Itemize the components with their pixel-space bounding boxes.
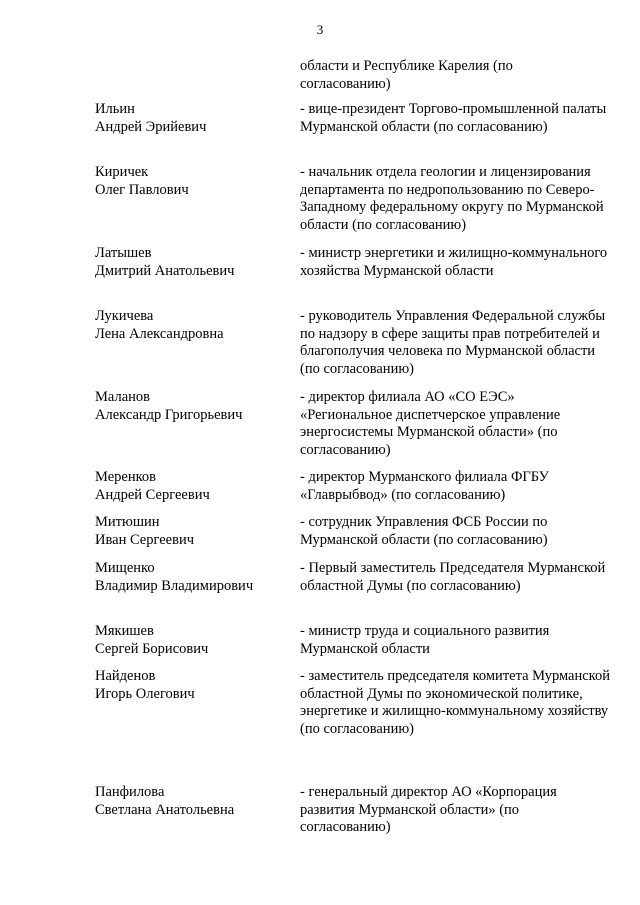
- member-role: - Первый заместитель Председателя Мурманской областной Думы (по согласованию): [300, 560, 606, 594]
- member-role: - сотрудник Управления ФСБ России по Мурманской области (по согласованию): [300, 514, 548, 548]
- member-surname: Панфилова: [95, 784, 165, 800]
- member-surname: Киричек: [95, 164, 149, 180]
- member-surname: Лукичева: [95, 308, 154, 324]
- member-given-name: Светлана Анатольевна: [95, 801, 235, 818]
- member-surname: Латышев: [95, 245, 152, 261]
- member-name: [95, 514, 295, 549]
- member-surname: Меренков: [95, 469, 156, 485]
- member-name: [95, 164, 295, 199]
- member-role: - вице-президент Торгово-промышленной палаты Мурманской области (по согласованию): [300, 101, 607, 135]
- member-given-name: Андрей Сергеевич: [95, 486, 210, 503]
- member-surname: Ильин: [95, 101, 135, 117]
- member-name: [95, 101, 295, 136]
- member-name: [95, 784, 295, 819]
- member-surname: Маланов: [95, 389, 150, 405]
- member-given-name: Лена Александровна: [95, 325, 224, 342]
- member-given-name: Владимир Владимирович: [95, 577, 254, 594]
- member-role: - министр энергетики и жилищно-коммунального хозяйства Мурманской области: [300, 245, 608, 279]
- member-role: - директор Мурманского филиала ФГБУ «Главрыбвод» (по согласованию): [300, 469, 549, 503]
- member-given-name: Дмитрий Анатольевич: [95, 262, 235, 279]
- member-role: - руководитель Управления Федеральной службы по надзору в сфере защиты прав потребителей и благополучия человека по Мурманской области (по согласованию): [300, 308, 606, 377]
- member-given-name: Александр Григорьевич: [95, 406, 243, 423]
- member-role: - начальник отдела геологии и лицензирования департамента по недропользованию по Северо-Западному федеральному округу по Мурманской области (по согласованию): [300, 164, 604, 233]
- member-surname: Мищенко: [95, 560, 155, 576]
- member-given-name: Иван Сергеевич: [95, 531, 195, 548]
- member-given-name: Игорь Олегович: [95, 685, 195, 702]
- member-role: - генеральный директор АО «Корпорация развития Мурманской области» (по согласованию): [300, 784, 557, 835]
- member-given-name: Андрей Эрийевич: [95, 118, 207, 135]
- member-given-name: Сергей Борисович: [95, 640, 209, 657]
- member-name: [95, 469, 295, 504]
- member-name: [95, 623, 295, 658]
- member-surname: Найденов: [95, 668, 156, 684]
- member-name: [95, 560, 295, 595]
- member-role: - директор филиала АО «СО ЕЭС» «Региональное диспетчерское управление энергосистемы Мурманской области» (по согласованию): [300, 389, 561, 458]
- member-role: - заместитель председателя комитета Мурманской областной Думы по экономической политике, энергетике и жилищно-коммунальному хозяйству (по согласованию): [300, 668, 611, 737]
- page-number: 3: [316, 22, 324, 37]
- member-name: [95, 389, 295, 424]
- member-role: - министр труда и социального развития Мурманской области: [300, 623, 550, 657]
- member-name: [95, 245, 295, 280]
- member-given-name: Олег Павлович: [95, 181, 189, 198]
- continuation-text: области и Республике Карелия (по согласованию): [300, 58, 513, 92]
- member-surname: Митюшин: [95, 514, 160, 530]
- member-name: [95, 308, 295, 343]
- member-surname: Мякишев: [95, 623, 154, 639]
- member-name: [95, 668, 295, 703]
